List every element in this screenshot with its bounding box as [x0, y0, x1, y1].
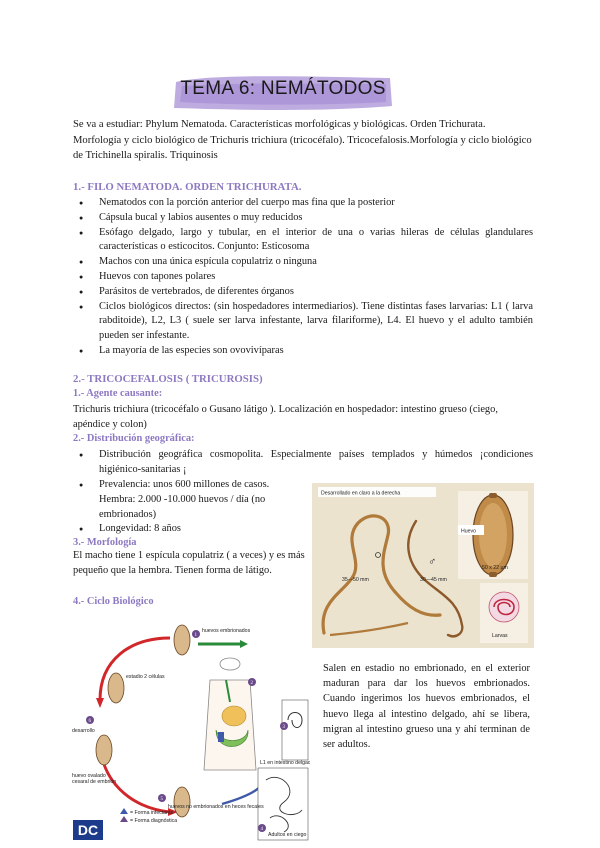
label-cleavage: desarrollo	[72, 728, 95, 734]
embryonated-egg-drawing	[174, 625, 190, 655]
egg-polar-plug-top	[489, 493, 497, 498]
distribution-list-top	[73, 448, 533, 478]
section-2-heading: 2.- TRICOCEFALOSIS ( TRICUROSIS)	[73, 373, 263, 385]
svg-text:5: 5	[160, 797, 163, 802]
distribution-list-bottom	[73, 478, 305, 537]
egg-polar-plug-bottom	[489, 572, 497, 577]
larva-inset	[282, 700, 308, 760]
figure-caption: Desarrollado en claro a la derecha	[321, 490, 401, 497]
stomach-drawing	[222, 706, 246, 726]
morphology-text: El macho tiene 1 espícula copulatriz ( a veces) y es más pequeño que la hembra. Tienen forma de látigo.	[73, 550, 305, 576]
egg-label: Huevo	[461, 528, 476, 535]
larva-label: Larvas	[492, 633, 508, 639]
worm-illustration	[312, 483, 534, 648]
female-worm-drawing	[323, 516, 440, 633]
unembryonated-egg-drawing	[174, 787, 190, 817]
male-symbol-icon: ♂	[428, 556, 437, 568]
female-size-label: 35—50 mm	[342, 577, 369, 583]
infective-form-icon	[120, 808, 128, 814]
list-item: ● Cápsula bucal y labios ausentes o muy reducidos	[73, 211, 533, 226]
list-item: ● La mayoría de las especies son ovovivíparas	[73, 344, 533, 359]
list-item: ● Esófago delgado, largo y tubular, en el interior de una o varias hileras de células glandulares características o esticocitos. Conjunto: Esticosoma	[73, 226, 533, 256]
worm-morphology-figure	[312, 483, 534, 648]
section-1-list	[73, 196, 533, 359]
female-worm-tail	[330, 623, 408, 635]
svg-text:4: 4	[260, 827, 263, 832]
legend-diagnostic: = Forma diagnóstica	[130, 818, 178, 824]
egg-size-label: 50 x 22 µm	[482, 565, 508, 571]
agent-text: Trichuris trichiura (tricocéfalo o Gusano látigo ). Localización en hospedador: intestino grueso (ciego, apéndice y colon)	[73, 404, 498, 430]
label-embryo-stage: estadio 2 células	[126, 674, 165, 680]
life-cycle-diagram	[70, 620, 310, 842]
intro-paragraph: Se va a estudiar: Phylum Nematoda. Características morfológicas y biológicas. Orden Trichurata. Morfología y ciclo biológico de Trichuris trichiura (tricocéfalo). Tricocefalosis.Morfología y ciclo biológico de Trichinella spiralis. Triquinosis	[73, 119, 532, 162]
morphology-heading: 3.- Morfología	[73, 537, 137, 548]
svg-text:6: 6	[88, 719, 91, 724]
life-cycle-illustration	[70, 620, 310, 842]
label-embryo-final: cesaral de embrión	[72, 779, 117, 785]
label-embryonated: huevos embrionados	[202, 628, 251, 634]
page-title: TEMA 6: NEMÁTODOS	[180, 78, 386, 99]
svg-text:1: 1	[194, 633, 197, 638]
legend-infective: = Forma infectante	[130, 810, 174, 816]
agent-heading: 1.- Agente causante:	[73, 388, 163, 399]
list-item: ● Nematodos con la porción anterior del cuerpo mas fina que la posterior	[73, 196, 533, 211]
male-size-label: 30—45 mm	[420, 577, 447, 583]
distribution-heading: 2.- Distribución geográfica:	[73, 433, 195, 444]
list-item: ● Ciclos biológicos directos: (sin hospedadores intermediarios). Tiene distintas fases larvarias: L1 ( larva rabditoide), L2, L3 ( suele ser larva infestante, larva filariforme), L4. El huevo y el adulto también pueden ser infestante.	[73, 300, 533, 344]
list-item: ● Distribución geográfica cosmopolita. Especialmente países templados y húmedos ¡condiciones higiénico-sanitarias ¡	[73, 448, 533, 478]
label-unembryonated: huevos no embrionados en heces fecales	[168, 804, 264, 810]
list-item: ● Machos con una única espícula copulatriz o ninguna	[73, 255, 533, 270]
closing-paragraph: Salen en estadio no embrionado, en el exterior maduran para dar los huevos embrionados. Cuando ingerimos los huevos embrionados, el huevo llega al intestino delgado, ahí se libera, migran al intestino grueso una y ahí terminan de ser adultos.	[323, 663, 530, 751]
cycle-heading: 4.- Ciclo Biológico	[73, 596, 154, 607]
section-1-heading: 1.- FILO NEMATODA. ORDEN TRICHURATA.	[73, 181, 302, 193]
title-banner	[172, 72, 394, 114]
svg-text:2: 2	[250, 681, 253, 686]
human-head-drawing	[220, 658, 240, 670]
label-adults: Adultos en ciego	[268, 832, 307, 838]
diagnostic-form-icon	[120, 816, 128, 822]
egg-stage-drawing	[96, 735, 112, 765]
list-item: ● Parásitos de vertebrados, de diferentes órganos	[73, 285, 533, 300]
svg-text:3: 3	[282, 725, 285, 730]
egg-stage-drawing	[108, 673, 124, 703]
dc-logo: DC	[73, 820, 103, 840]
list-item: ● Prevalencia: unos 600 millones de casos. Hembra: 2.000 -10.000 huevos / día (no embrionados)	[73, 478, 305, 522]
female-symbol-icon	[376, 553, 381, 558]
label-larva: L1 en intestino delgado	[260, 760, 310, 766]
list-item: ● Longevidad: 8 años	[73, 522, 305, 537]
list-item: ● Huevos con tapones polares	[73, 270, 533, 285]
label-egg-oval: huevo ovalado	[72, 773, 106, 779]
intestine-highlight	[218, 732, 224, 742]
